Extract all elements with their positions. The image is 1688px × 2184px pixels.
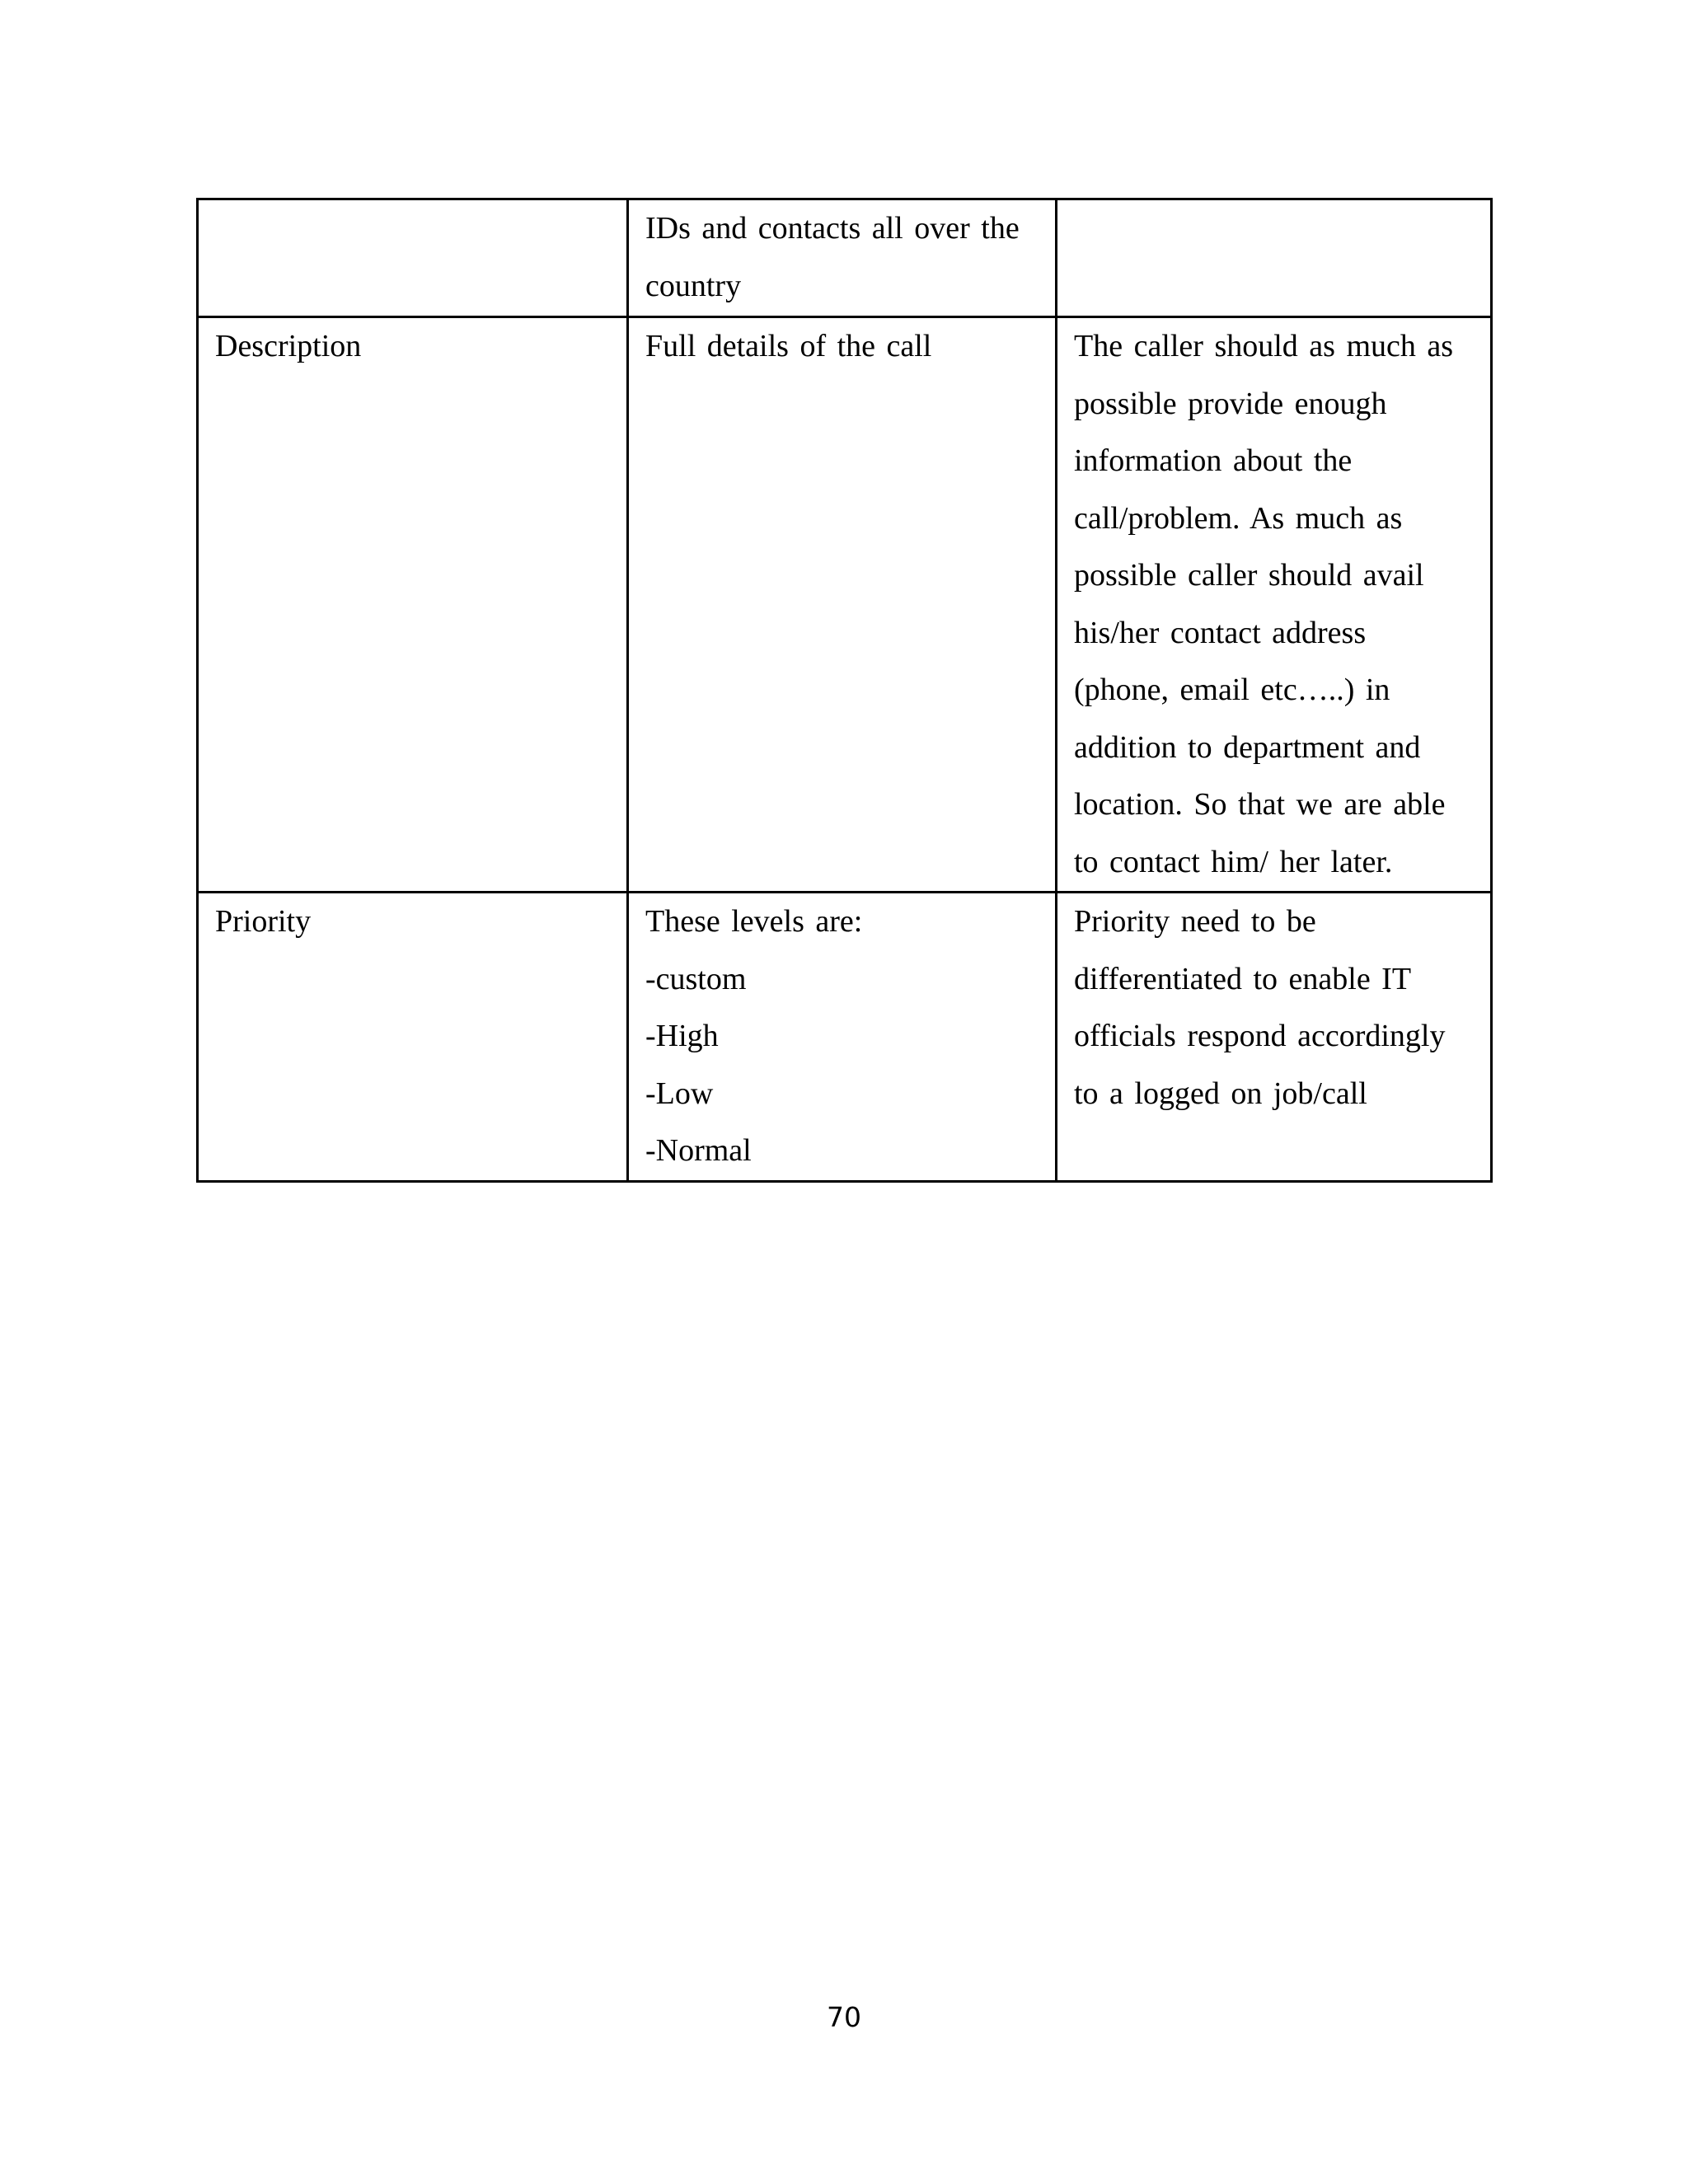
field-label: Description (215, 329, 362, 363)
notes-line: addition to department and (1074, 729, 1421, 765)
content-line: Full details of the call (645, 329, 932, 363)
notes-line: The caller should as much as (1074, 329, 1454, 363)
notes-cell (1057, 317, 1492, 893)
field-cell (198, 893, 628, 1182)
notes-line: officials respond accordingly (1074, 1019, 1446, 1053)
table-row (198, 199, 1492, 317)
notes-line: differentiated to enable IT (1074, 961, 1412, 996)
priority-level: -custom (645, 961, 747, 996)
priority-level: -Normal (645, 1133, 752, 1168)
notes-line: to contact him/ her later. (1074, 844, 1393, 879)
field-label: Priority (215, 904, 312, 939)
notes-line: location. So that we are able (1074, 787, 1446, 822)
field-cell (198, 199, 628, 317)
notes-line: call/problem. As much as (1074, 500, 1403, 536)
notes-line: information about the (1074, 443, 1353, 478)
content-cell (628, 317, 1057, 893)
content-line: IDs and contacts all over the (645, 211, 1020, 246)
notes-line: possible provide enough (1074, 386, 1387, 421)
notes-cell (1057, 199, 1492, 317)
field-cell (198, 317, 628, 893)
notes-line: possible caller should avail (1074, 558, 1424, 593)
notes-line: his/her contact address (1074, 615, 1367, 650)
notes-line: (phone, email etc…..) in (1074, 673, 1390, 707)
requirements-table (196, 198, 1493, 1183)
content-cell (628, 893, 1057, 1182)
content-line: country (645, 268, 742, 303)
notes-cell (1057, 893, 1492, 1182)
page-number: 70 (827, 2001, 861, 2033)
content-cell (628, 199, 1057, 317)
priority-level: -High (645, 1019, 719, 1053)
notes-line: Priority need to be (1074, 904, 1316, 939)
notes-line: to a logged on job/call (1074, 1076, 1367, 1111)
table-row (198, 893, 1492, 1182)
priority-level: -Low (645, 1076, 714, 1111)
content-line: These levels are: (645, 904, 863, 939)
table-row (198, 317, 1492, 893)
